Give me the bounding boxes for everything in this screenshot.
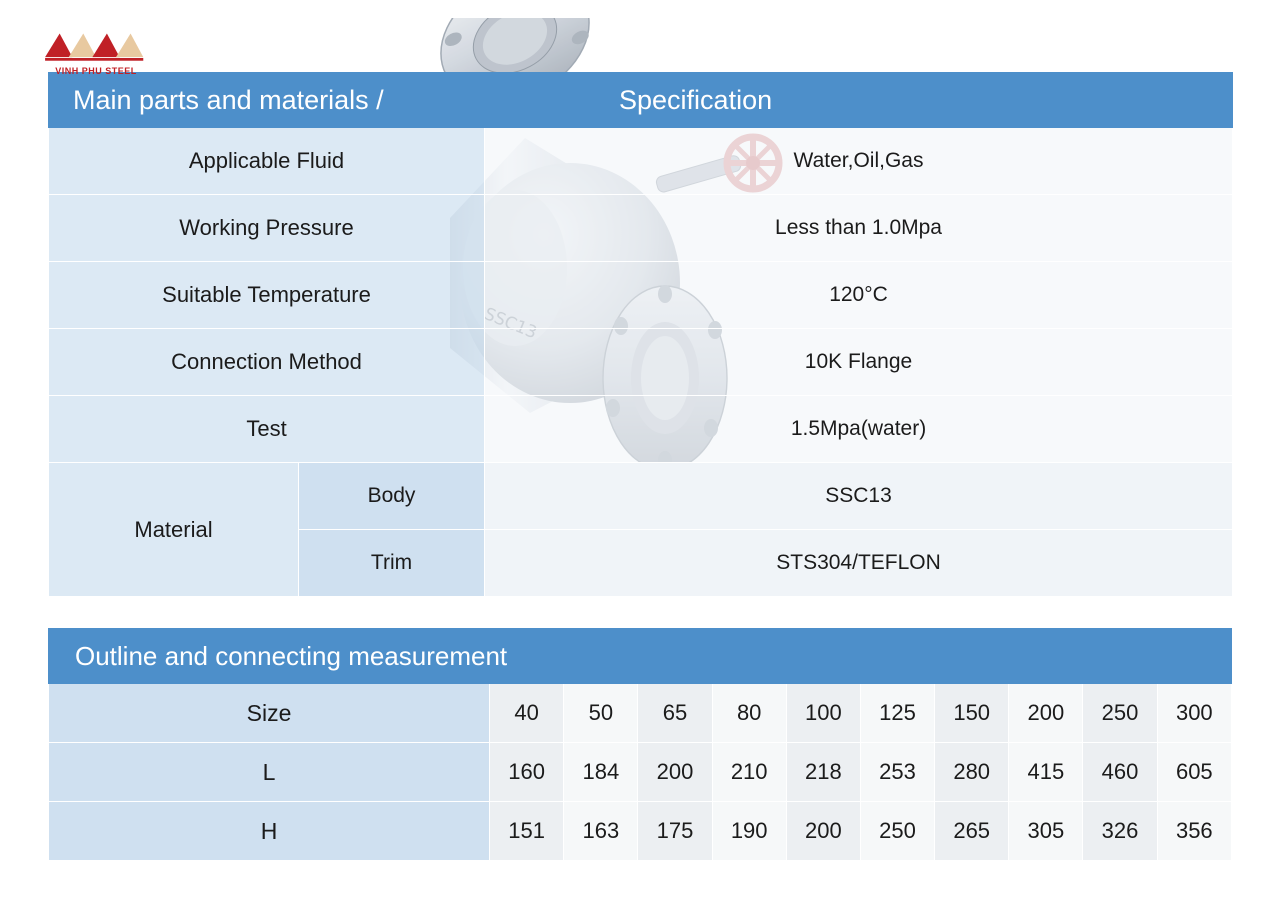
l-value: 210	[712, 743, 786, 802]
l-value: 160	[490, 743, 564, 802]
h-value: 163	[564, 802, 638, 861]
size-value: 65	[638, 684, 712, 743]
row-label-h: H	[49, 802, 490, 861]
spec-header-right-label: Specification	[619, 84, 773, 115]
size-value: 40	[490, 684, 564, 743]
row-label-material: Material	[49, 463, 299, 597]
table-row	[49, 128, 1233, 195]
table-row	[49, 802, 1232, 861]
row-label-l: L	[49, 743, 490, 802]
table-row	[49, 743, 1232, 802]
l-value: 184	[564, 743, 638, 802]
h-value: 190	[712, 802, 786, 861]
row-label-material-trim: Trim	[299, 530, 485, 597]
table-row	[49, 329, 1233, 396]
vinh-phu-steel-logo	[36, 28, 156, 90]
h-value: 175	[638, 802, 712, 861]
table-row	[49, 195, 1233, 262]
h-value: 200	[786, 802, 860, 861]
row-label-size: Size	[49, 684, 490, 743]
dim-header-label: Outline and connecting measurement	[49, 629, 1232, 684]
row-label-applicable-fluid: Applicable Fluid	[49, 128, 485, 195]
l-value: 280	[935, 743, 1009, 802]
row-value-suitable-temperature: 120°C	[485, 262, 1233, 329]
row-value-applicable-fluid: Water,Oil,Gas	[485, 128, 1233, 195]
h-value: 356	[1157, 802, 1231, 861]
table-header-row	[49, 629, 1232, 684]
row-value-material-body: SSC13	[485, 463, 1233, 530]
l-value: 605	[1157, 743, 1231, 802]
table-row	[49, 463, 1233, 530]
specification-table-container	[48, 72, 1233, 597]
row-value-material-trim: STS304/TEFLON	[485, 530, 1233, 597]
row-label-material-body: Body	[299, 463, 485, 530]
h-value: 305	[1009, 802, 1083, 861]
row-label-test: Test	[49, 396, 485, 463]
size-value: 150	[935, 684, 1009, 743]
specification-table	[48, 72, 1233, 597]
l-value: 460	[1083, 743, 1157, 802]
h-value: 265	[935, 802, 1009, 861]
l-value: 200	[638, 743, 712, 802]
row-label-working-pressure: Working Pressure	[49, 195, 485, 262]
h-value: 326	[1083, 802, 1157, 861]
size-value: 200	[1009, 684, 1083, 743]
h-value: 250	[860, 802, 934, 861]
size-value: 300	[1157, 684, 1231, 743]
l-value: 415	[1009, 743, 1083, 802]
row-value-connection-method: 10K Flange	[485, 329, 1233, 396]
table-row	[49, 262, 1233, 329]
size-value: 250	[1083, 684, 1157, 743]
size-value: 125	[860, 684, 934, 743]
table-header-row	[49, 73, 1233, 128]
row-value-working-pressure: Less than 1.0Mpa	[485, 195, 1233, 262]
row-label-suitable-temperature: Suitable Temperature	[49, 262, 485, 329]
dimension-table-container	[48, 628, 1232, 861]
dimension-table	[48, 628, 1232, 861]
size-value: 50	[564, 684, 638, 743]
table-row	[49, 684, 1232, 743]
table-row	[49, 396, 1233, 463]
size-value: 80	[712, 684, 786, 743]
l-value: 218	[786, 743, 860, 802]
row-value-test: 1.5Mpa(water)	[485, 396, 1233, 463]
spec-header-right	[485, 73, 1233, 128]
spec-header-left: Main parts and materials /	[49, 73, 485, 128]
size-value: 100	[786, 684, 860, 743]
row-label-connection-method: Connection Method	[49, 329, 485, 396]
l-value: 253	[860, 743, 934, 802]
h-value: 151	[490, 802, 564, 861]
logo-text: VINH PHU STEEL	[55, 66, 137, 76]
